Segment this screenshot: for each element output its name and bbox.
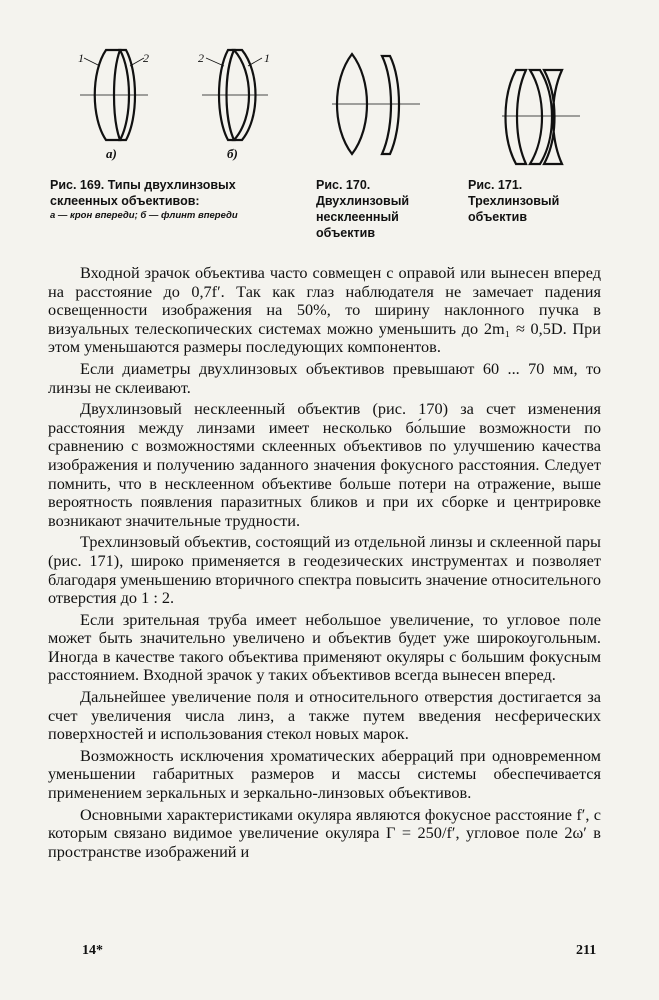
fig169-caption-note: а — крон впереди; б — флинт впереди <box>50 210 238 221</box>
paragraph: Основными характеристиками окуляра являются фокусное расстояние f′, с которым связано видимое увеличение окуляра Γ = 250/f′, угловое поле 2ω′ в пространстве изображений и <box>48 804 601 861</box>
paragraph: Дальнейшее увеличение поля и относительного отверстия достигается за счет увеличения числа линз, а также путем введения несферических поверхностей и использования стекол новых марок. <box>48 687 601 744</box>
fig169a-label-1: 1 <box>78 51 84 65</box>
paragraph: Входной зрачок объектива часто совмещен с оправой или вынесен вперед на расстояние до 0,7f′. Так как глаз наблюдателя не замечает падения освещенности изображения на 50%, то ширину наклонного пучка в визуальных телескопических системах можно уменьшить до 2m₁ ≈ 0,5D. При этом уменьшаются размеры последующих компонентов. <box>48 263 601 357</box>
body-text <box>48 264 601 864</box>
fig169-caption <box>50 177 296 222</box>
fig169a-lens-drawing <box>78 44 150 154</box>
fig171-caption <box>468 177 608 225</box>
fig169b-lens-drawing <box>198 44 270 154</box>
fig170-caption <box>316 177 446 241</box>
page-number: 211 <box>576 943 597 958</box>
fig169b-label-2: 2 <box>198 51 204 65</box>
fig169-sub-b: б) <box>227 146 238 161</box>
paragraph: Трехлинзовый объектив, состоящий из отдельной линзы и склеенной пары (рис. 171), широко применяется в геодезических инструментах и позволяет благодаря уменьшению вторичного спектра повысить значение относительного отверстия до 1 : 2. <box>48 532 601 608</box>
signature-mark: 14* <box>82 943 103 958</box>
fig169-sub-a: а) <box>106 146 117 161</box>
fig170-caption-title: Рис. 170. Двухлинзовый несклеенный объектив <box>316 178 410 240</box>
fig171-caption-title: Рис. 171. Трехлинзовый объектив <box>468 178 560 224</box>
fig169a-label-2: 2 <box>143 51 149 65</box>
fig169-caption-title: Рис. 169. Типы двухлинзовых склеенных объективов: <box>50 178 236 208</box>
paragraph: Возможность исключения хроматических аберраций при одновременном уменьшении габаритных размеров и массы системы обеспечивается применением зеркальных и зеркально-линзовых объективов. <box>48 745 601 803</box>
fig169b-label-1: 1 <box>264 51 270 65</box>
paragraph: Двухлинзовый несклеенный объектив (рис. 170) за счет изменения расстояния между линзами имеет несколько бо́льшие возможности по сравнению с возможностями склеенных объективов по улучшению качества изображения и получению заданного значения фокусного расстояния. Следует помнить, что в несклеенном объективе больше потери на отражение, выше вероятность появления паразитных бликов и при их сборке и центрировке возникают значительные трудности. <box>48 399 601 530</box>
paragraph: Если зрительная труба имеет небольшое увеличение, то угловое поле может быть значительно увеличено и объектив будет уже широкоугольным. Иногда в качестве такого объектива применяют окуляры с большим фокусным расстоянием. Входной зрачок у таких объективов всегда вынесен вперед. <box>48 609 601 685</box>
fig170-lens-drawing <box>330 50 422 160</box>
paragraph: Если диаметры двухлинзовых объективов превышают 60 ... 70 мм, то линзы не склеивают. <box>48 358 601 397</box>
fig171-lens-drawing <box>500 66 582 172</box>
